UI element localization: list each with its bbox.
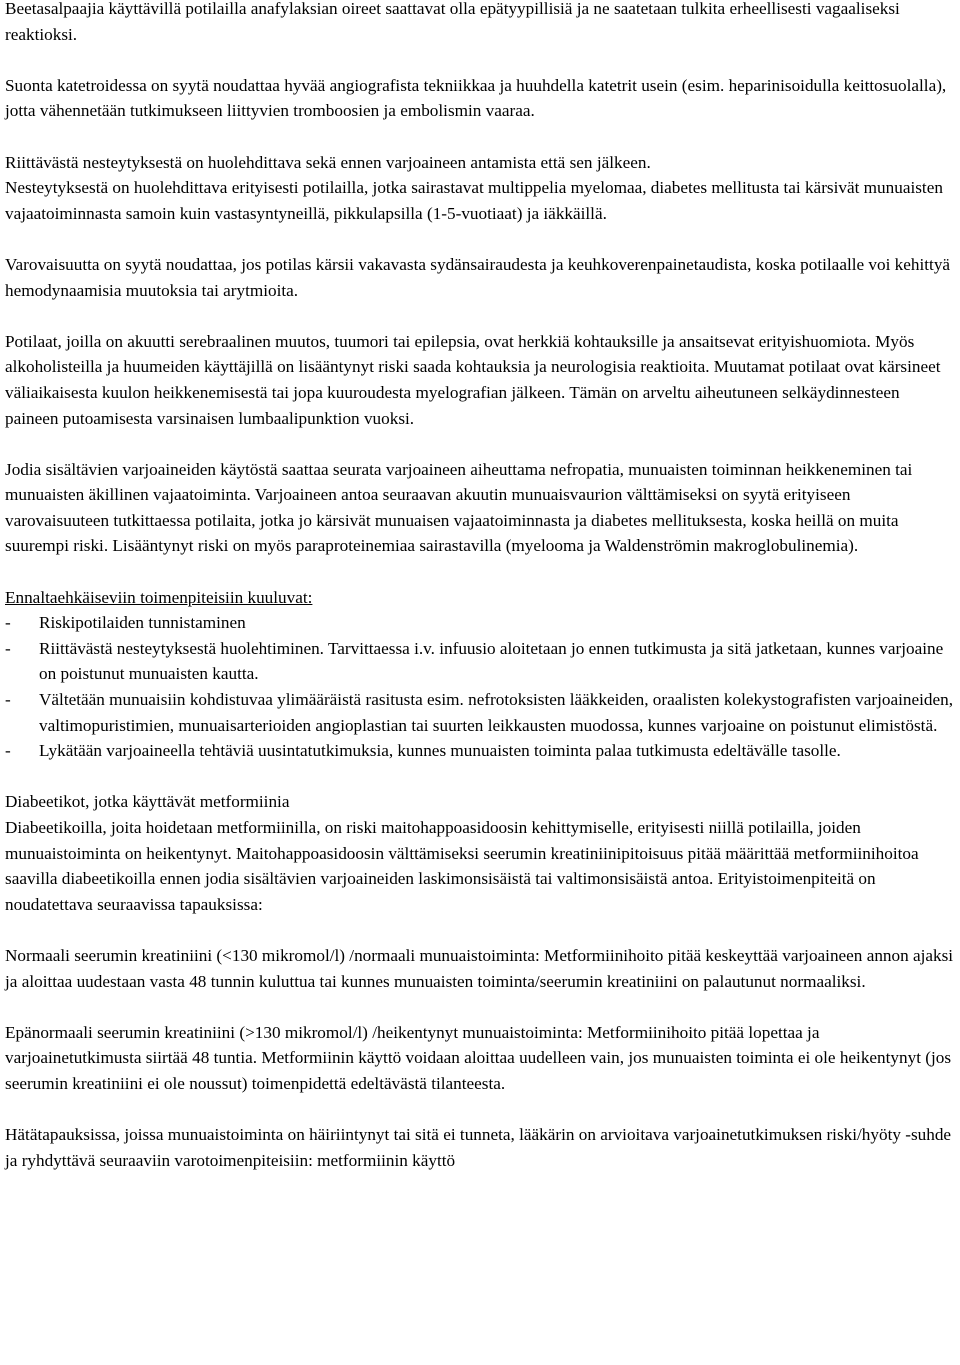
list-item <box>5 687 955 738</box>
list-dash: - <box>5 613 11 633</box>
normal-creatinine-paragraph: Normaali seerumin kreatiniini (<130 mikromol/l) /normaali munuaistoiminta: Metformiinihoito pitää keskeyttää varjoaineen annon ajaksi ja aloittaa uudestaan vasta 48 tunnin kuluttua tai kunnes munuaisten toiminta/seerumin kreatiniini on palautunut normaaliksi. <box>5 945 954 991</box>
emergency-paragraph: Hätätapauksissa, joissa munuaistoiminta on häiriintynyt tai sitä ei tunneta, lääkärin on arvioitava varjoainetutkimuksen riski/hyöty -suhde ja ryhdyttävä seuraaviin varotoimenpiteisiin: metformiinin käyttö <box>5 1125 952 1170</box>
list-dash: - <box>5 741 11 761</box>
list-dash: - <box>5 638 11 658</box>
prevention-heading: Ennaltaehkäiseviin toimenpiteisiin kuuluvat: <box>5 587 313 607</box>
metformin-heading: Diabeetikot, jotka käyttävät metformiinia <box>5 792 290 812</box>
catheter-paragraph: Suonta katetroidessa on syytä noudattaa hyvää angiografista tekniikkaa ja huuhdella katetrit usein (esim. heparinisoidulla keittosuolalla), jotta vähennetään tutkimukseen liittyvien tromboosien ja embolismin vaaraa. <box>5 75 947 121</box>
hydration-paragraph-2: Nesteytyksestä on huolehdittava erityisesti potilailla, jotka sairastavat multippelia myelomaa, diabetes mellitusta tai kärsivät munuaisten vajaatoiminnasta samoin kuin vastasyntyneillä, pikkulapsilla (1-5-vuotiaat) ja iäkkäillä. <box>5 178 943 223</box>
cerebral-paragraph: Potilaat, joilla on akuutti serebraalinen muutos, tuumori tai epilepsia, ovat herkkiä kohtauksille ja ansaitsevat erityishuomiota. Myös alkoholisteilla ja huumeiden käyttäjillä on lisääntynyt riski saada kohtauksia ja neurologisia reaktioita. Muutamat potilaat ovat kärsineet väliaikaisesta kuulon heikkenemisestä tai jopa kuuroudesta myelografian jälkeen. Tämän on arveltu aiheutuneen selkäydinnesteen paineen putoamisesta varsinaisen lumbaalipunktion vuoksi. <box>5 331 941 428</box>
hydration-paragraph-1: Riittävästä nesteytyksestä on huolehdittava sekä ennen varjoaineen antamista että sen jälkeen. <box>5 152 651 172</box>
intro-continuation-paragraph: Beetasalpaajia käyttävillä potilailla anafylaksian oireet saattavat olla epätyypillisiä ja ne saatetaan tulkita erheellisesti vagaaliseksi reaktioksi. <box>5 0 900 44</box>
list-item-text: Riskipotilaiden tunnistaminen <box>39 613 246 633</box>
list-item-text: Lykätään varjoaineella tehtäviä uusintatutkimuksia, kunnes munuaisten toiminta palaa tutkimusta edeltävälle tasolle. <box>39 741 841 761</box>
prevention-list <box>5 610 955 764</box>
list-item <box>5 738 955 764</box>
metformin-paragraph: Diabeetikoilla, joita hoidetaan metformiinilla, on riski maitohappoasidoosin kehittymiselle, erityisesti niillä potilailla, joiden munuaistoiminta on heikentynyt. Maitohappoasidoosin välttämiseksi seerumin kreatiniinipitoisuus pitää määrittää metformiinihoitoa saavilla diabeetikoilla ennen jodia sisältävien varjoaineiden laskimonsisäistä tai valtimonsisäistä antoa. Erityistoimenpiteitä on noudatettava seuraavissa tapauksissa: <box>5 818 919 914</box>
list-item-text: Riittävästä nesteytyksestä huolehtiminen. Tarvittaessa i.v. infuusio aloitetaan jo ennen tutkimusta ja sitä jatketaan, kunnes varjoaine on poistunut munuaisten kautta. <box>39 638 944 684</box>
list-item <box>5 610 955 636</box>
cardiac-paragraph: Varovaisuutta on syytä noudattaa, jos potilas kärsii vakavasta sydänsairaudesta ja keuhkoverenpainetaudista, koska potilaalle voi kehittyä hemodynaamisia muutoksia tai arytmioita. <box>5 254 951 300</box>
document-page <box>5 0 955 1199</box>
list-item <box>5 636 955 687</box>
abnormal-creatinine-paragraph: Epänormaali seerumin kreatiniini (>130 mikromol/l) /heikentynyt munuaistoiminta: Metformiinihoito pitää lopettaa ja varjoainetutkimusta siirtää 48 tuntia. Metformiinin käyttö voidaan aloittaa uudelleen vain, jos munuaisten toiminta ei ole heikentynyt (jos seerumin kreatiniini ei ole noussut) toimenpidettä edeltävästä tilanteesta. <box>5 1022 952 1093</box>
iodine-paragraph: Jodia sisältävien varjoaineiden käytöstä saattaa seurata varjoaineen aiheuttama nefropatia, munuaisten toiminnan heikkeneminen tai munuaisten äkillinen vajaatoiminta. Varjoaineen antoa seuraavan akuutin munuaisvaurion välttämiseksi on syytä erityiseen varovaisuuteen tutkittaessa potilaita, jotka jo kärsivät munuaisen vajaatoiminnasta ja diabetes mellituksesta, koska heillä on muita suurempi riski. Lisääntynyt riski on myös paraproteinemiaa sairastavilla (myelooma ja Waldenströmin makroglobulinemia). <box>5 459 913 556</box>
list-item-text: Vältetään munuaisiin kohdistuvaa ylimääräistä rasitusta esim. nefrotoksisten lääkkeiden, oraalisten kolekystografisten varjoaineiden, valtimopuristimien, munuaisarterioiden angioplastian tai suurten leikkausten muodossa, kunnes varjoaine on poistunut elimistöstä. <box>39 690 954 735</box>
list-dash: - <box>5 690 11 710</box>
